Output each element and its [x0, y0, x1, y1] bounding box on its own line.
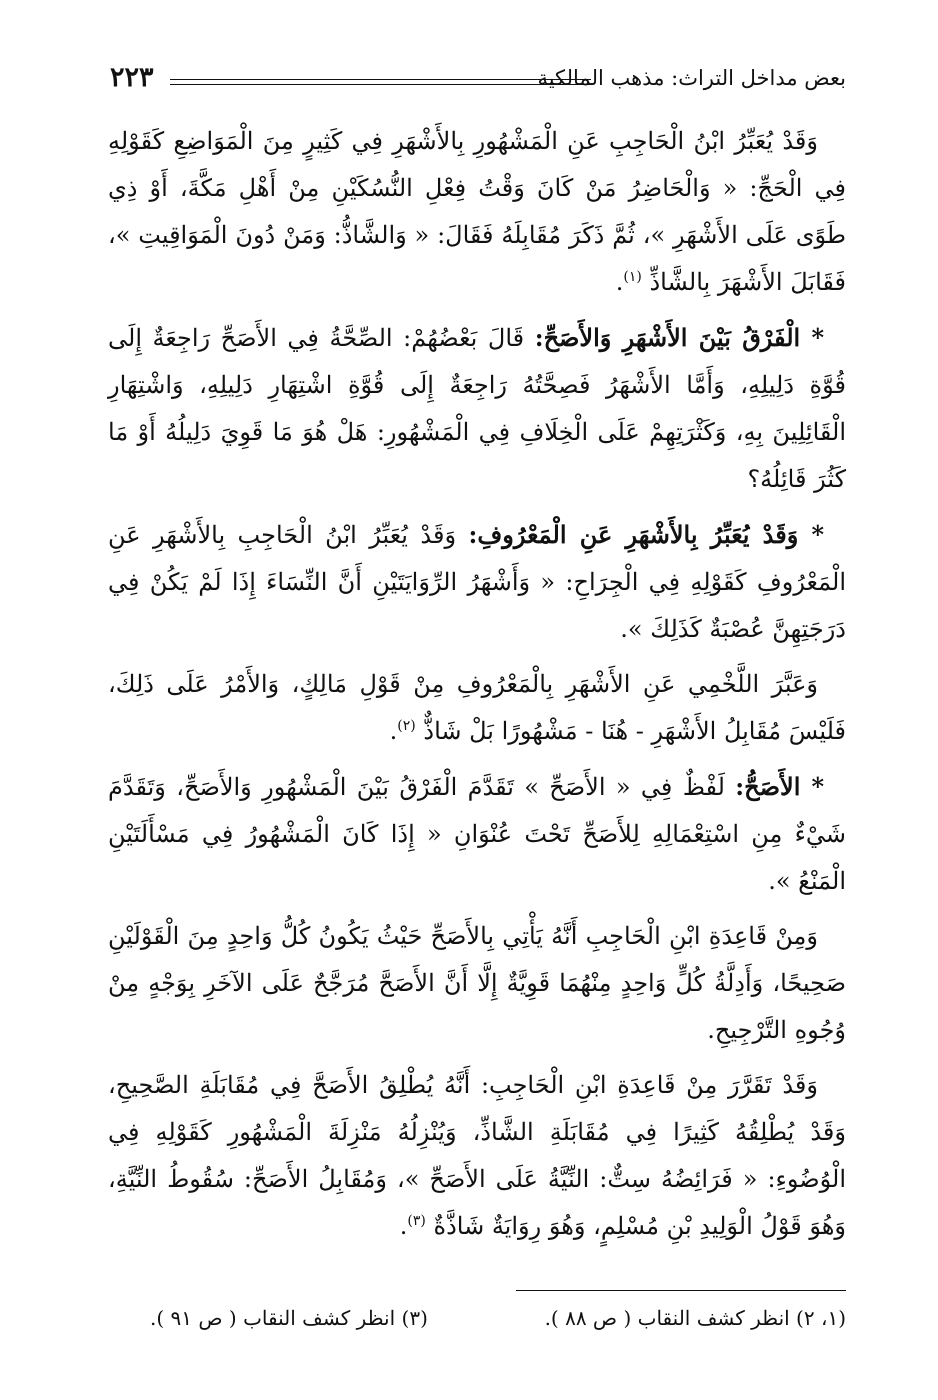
- paragraph: [108, 661, 846, 755]
- paragraph: [108, 1062, 846, 1250]
- footnote-ref[interactable]: (١): [623, 269, 642, 285]
- body-text: [108, 118, 846, 1258]
- paragraph-text: لَفْظٌ فِي « الأَصَحِّ » تَقَدَّمَ الْفَرْقُ بَيْنَ الْمَشْهُورِ وَالأَصَحِّ، وَتَقَدَّمَ شَيْءٌ مِنِ اسْتِعْمَالِهِ لِلأَصَحِّ تَحْتَ عُنْوَانِ « إِذَا كَانَ الْمَشْهُورُ فِي مَسْأَلَتَيْنِ الْمَنْعُ ».: [108, 773, 846, 895]
- footnote-ref[interactable]: (٢): [397, 718, 416, 734]
- paragraph-tail: .: [615, 268, 624, 296]
- footnote-ref[interactable]: (٣): [407, 1213, 426, 1229]
- paragraph: [108, 118, 846, 306]
- paragraph-text: وَعَبَّرَ اللَّخْمِي عَنِ الأَشْهَرِ بِالْمَعْرُوفِ مِنْ قَوْلِ مَالِكٍ، وَالأَمْرُ عَلَى ذَلِكَ، فَلَيْسَ مُقَابِلُ الأَشْهَرِ - هُنَا - مَشْهُورًا بَلْ شَاذٌّ: [108, 670, 846, 745]
- paragraph-text: وَمِنْ قَاعِدَةِ ابْنِ الْحَاجِبِ أَنَّهُ يَأْتِي بِالأَصَحِّ حَيْثُ يَكُونُ كُلُّ وَاحِدٍ مِنَ الْقَوْلَيْنِ صَحِيحًا، وَأَدِلَّةُ كُلٍّ وَاحِدٍ مِنْهُمَا قَوِيَّةٌ إِلَّا أَنَّ الأَصَحَّ مُرَجَّحٌ عَلَى الآخَرِ بِوَجْهٍ مِنْ وُجُوهِ التَّرْجِيحِ.: [108, 922, 846, 1044]
- paragraph-text: وَقَدْ يُعَبِّرُ ابْنُ الْحَاجِبِ بِالأَشْهَرِ عَنِ الْمَعْرُوفِ كَقَوْلِهِ فِي الْجِرَاحِ: « وَأَشْهَرُ الرِّوَايَتَيْنِ أَنَّ النِّسَاءَ إِذَا لَمْ يَكُنْ فِي دَرَجَتِهِنَّ عُصْبَةٌ كَذَلِكَ ».: [108, 521, 846, 643]
- paragraph: [108, 511, 846, 653]
- paragraph: [108, 314, 846, 503]
- paragraph-text: وَقَدْ يُعَبِّرُ ابْنُ الْحَاجِبِ عَنِ الْمَشْهُورِ بِالأَشْهَرِ فِي كَثِيرٍ مِنَ الْمَوَاضِعِ كَقَوْلِهِ فِي الْحَجِّ: « وَالْحَاضِرُ مَنْ كَانَ وَقْتُ فِعْلِ النُّسُكَيْنِ مِنْ أَهْلِ مَكَّةَ، أَوْ ذِي طَوًى عَلَى الأَشْهَرِ »، ثُمَّ ذَكَرَ مُقَابِلَهُ فَقَالَ: « وَالشَّاذُّ: وَمَنْ دُونَ الْمَوَاقِيتِ »، فَقَابَلَ الأَشْهَرَ بِالشَّاذِّ: [108, 127, 847, 296]
- paragraph: [108, 763, 846, 905]
- paragraph-tail: .: [399, 1212, 408, 1240]
- footnote-3: (٣) انظر كشف النقاب ( ص ٩١ ).: [150, 1306, 428, 1330]
- page-header: [110, 62, 846, 96]
- paragraph-tail: .: [389, 717, 398, 745]
- footnotes: [150, 1306, 846, 1330]
- paragraph-text: وَقَدْ تَقَرَّرَ مِنْ قَاعِدَةِ ابْنِ الْحَاجِبِ: أَنَّهُ يُطْلِقُ الأَصَحَّ فِي مُقَابَلَةِ الصَّحِيحِ، وَقَدْ يُطْلِقُهُ كَثِيرًا فِي مُقَابَلَةِ الشَّاذِّ، وَيُنْزِلُهُ مَنْزِلَةَ الْمَشْهُورِ كَقَوْلِهِ فِي الْوُضُوءِ: « فَرَائِضُهُ سِتٌّ: النِّيَّةُ عَلَى الأَصَحِّ »، وَمُقَابِلُ الأَصَحِّ: سُقُوطُ النِّيَّةِ، وَهُوَ قَوْلُ الْوَلِيدِ بْنِ مُسْلِمٍ، وَهُوَ رِوَايَةٌ شَاذَّةٌ: [108, 1071, 846, 1240]
- running-title: بعض مداخل التراث: مذهب المالكية: [537, 66, 846, 90]
- footnote-rule: [516, 1290, 846, 1291]
- paragraph-text: قَالَ بَعْضُهُمْ: الصِّحَّةُ فِي الأَصَحِّ رَاجِعَةٌ إِلَى قُوَّةِ دَلِيلِهِ، وَأَمَّا الأَشْهَرُ فَصِحَّتُهُ رَاجِعَةٌ إِلَى قُوَّةِ اشْتِهَارِ دَلِيلِهِ، وَاشْتِهَارِ الْقَائِلِينَ بِهِ، وَكَثْرَتِهِمْ عَلَى الْخِلَافِ فِي الْمَشْهُورِ: هَلْ هُوَ مَا قَوِيَ دَلِيلُهُ أَوْ مَا كَثُرَ قَائِلُهُ؟: [108, 324, 846, 493]
- section-term: * وَقَدْ يُعَبِّرُ بِالأَشْهَرِ عَنِ الْمَعْرُوفِ:: [468, 520, 824, 549]
- section-term: * الأَصَحُّ:: [735, 772, 825, 801]
- paragraph: [108, 913, 846, 1054]
- section-term: * الْفَرْقُ بَيْنَ الأَشْهَرِ وَالأَصَحِّ:: [534, 323, 825, 352]
- page-number: ٢٢٣: [110, 62, 154, 93]
- footnote-1-2: (١، ٢) انظر كشف النقاب ( ص ٨٨ ).: [544, 1306, 846, 1330]
- header-rule: [170, 79, 591, 85]
